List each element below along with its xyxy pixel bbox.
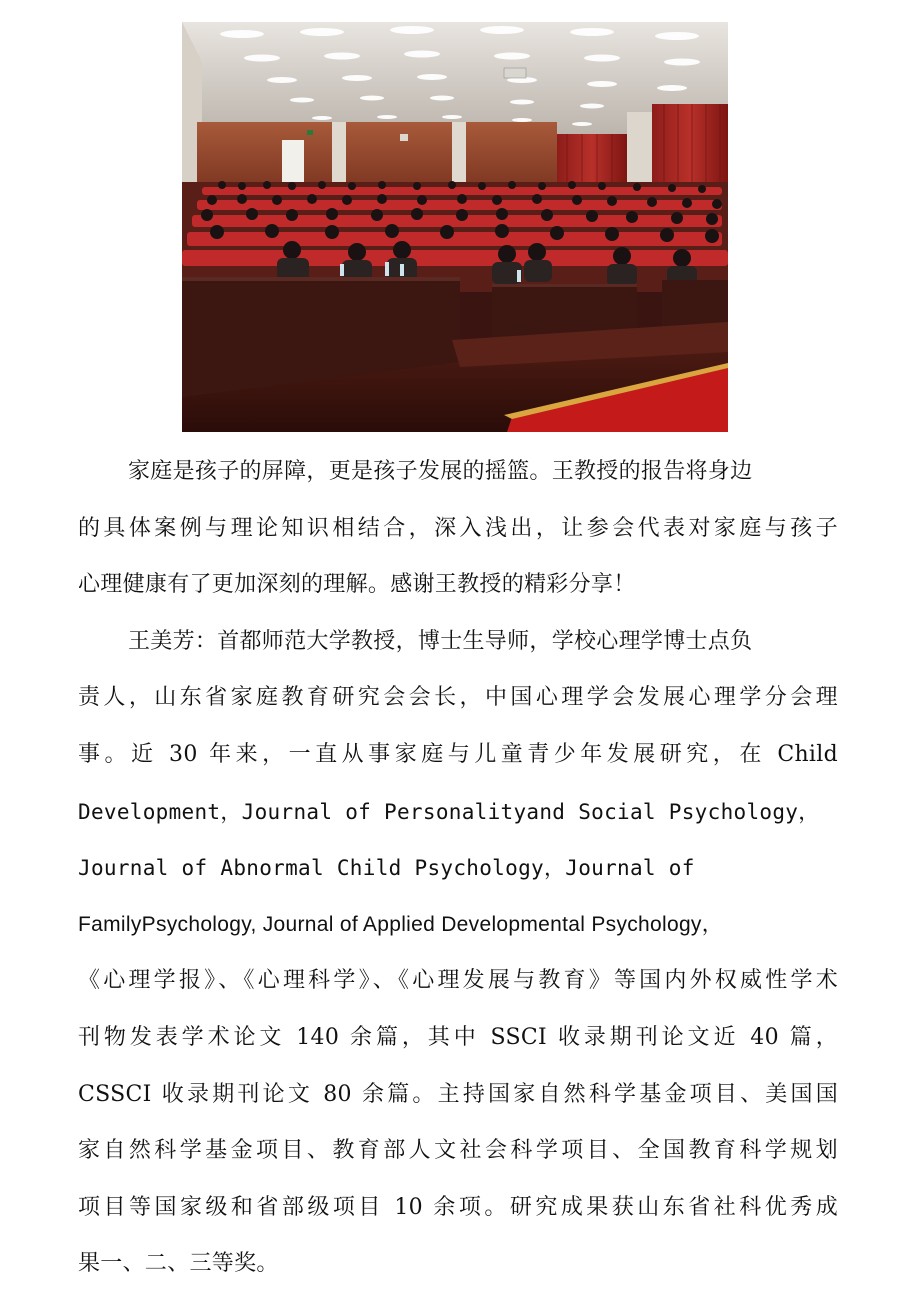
paragraph-line: 果一、二、三等奖。 <box>78 1251 279 1277</box>
paragraph-2 <box>78 614 838 1293</box>
body-text <box>78 444 838 1293</box>
paragraph-line: 心理健康有了更加深刻的理解。感谢王教授的精彩分享！ <box>78 572 636 598</box>
lecture-hall-photo <box>182 22 728 432</box>
paragraph-line: 王美芳：首都师范大学教授，博士生导师，学校心理学博士点负 <box>128 628 753 654</box>
paragraph-line: 事。近 30 年来，一直从事家庭与儿童青少年发展研究，在 Child <box>78 741 838 767</box>
paragraph-line: 《心理学报》、《心理科学》、《心理发展与教育》等国内外权威性学术 <box>78 968 838 994</box>
paragraph-line: FamilyPsychology, Journal of Applied Developmental Psychology， <box>78 912 724 936</box>
paragraph-line: 责人，山东省家庭教育研究会会长，中国心理学会发展心理学分会理 <box>78 685 838 711</box>
paragraph-line: 家庭是孩子的屏障，更是孩子发展的摇篮。王教授的报告将身边 <box>128 459 753 484</box>
paragraph-line: CSSCI 收录期刊论文 80 余篇。主持国家自然科学基金项目、美国国 <box>78 1081 838 1107</box>
paragraph-line: 家自然科学基金项目、教育部人文社会科学项目、全国教育科学规划 <box>78 1138 838 1164</box>
paragraph-line: Journal of Abnormal Child Psychology，Journal of <box>78 856 695 881</box>
paragraph-line: 的具体案例与理论知识相结合，深入浅出，让参会代表对家庭与孩子 <box>78 515 838 541</box>
paragraph-line: 项目等国家级和省部级项目 10 余项。研究成果获山东省社科优秀成 <box>78 1194 838 1220</box>
paragraph-line: Development，Journal of Personalityand Social Psychology， <box>78 799 820 824</box>
paragraph-line: 刊物发表学术论文 140 余篇，其中 SSCI 收录期刊论文近 40 篇， <box>78 1024 838 1050</box>
paragraph-1 <box>78 444 838 614</box>
